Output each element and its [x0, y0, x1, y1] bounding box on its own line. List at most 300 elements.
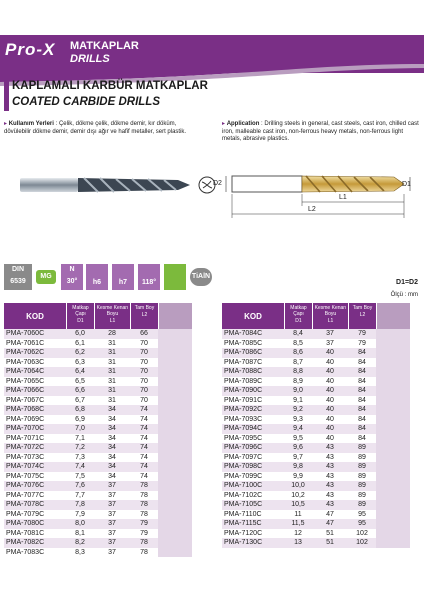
cell-tail: [376, 405, 410, 415]
table-row: [222, 519, 410, 529]
cell-tail: [376, 434, 410, 444]
table-row: [4, 481, 192, 491]
table-row: [4, 434, 192, 444]
cell-total-length: 89: [358, 444, 366, 451]
cell-cut-length: 34: [108, 472, 116, 480]
cell-kod: PMA-7130C: [224, 539, 263, 546]
cell-tail: [158, 405, 192, 415]
table-row: [222, 358, 410, 368]
table-row: [4, 424, 192, 434]
header-diameter-label: Matkap Çapı: [72, 305, 89, 317]
cell-kod: PMA-7120C: [224, 529, 263, 537]
cell-tail: [158, 367, 192, 377]
cell-diameter: 8,1: [75, 529, 85, 537]
cell-cut-length: 43: [326, 472, 334, 480]
cell-cut-length: 40: [326, 396, 334, 404]
header-cut-length-label: Kesme Kenarı Boyu: [314, 305, 347, 317]
cell-diameter: 7,4: [75, 463, 85, 470]
brand-logo: Pro-X: [5, 40, 56, 59]
table-row: [222, 339, 410, 349]
table-row: [4, 348, 192, 358]
cell-diameter: 8,2: [75, 539, 85, 546]
header-title-tr: MATKAPLAR: [70, 40, 139, 52]
cell-diameter: 6,1: [75, 339, 85, 347]
table-row: [4, 529, 192, 539]
header-kod: KOD: [4, 303, 66, 329]
cell-cut-length: 37: [108, 510, 116, 518]
cell-diameter: 9,6: [293, 444, 303, 451]
table-row: [4, 453, 192, 463]
cell-total-length: 84: [358, 406, 366, 413]
cell-diameter: 12: [294, 529, 302, 537]
header-total-length-label: Tam Boy: [134, 305, 155, 311]
cell-total-length: 79: [140, 520, 148, 527]
cell-diameter: 6,2: [75, 349, 85, 356]
cell-kod: PMA-7081C: [6, 529, 45, 537]
cell-kod: PMA-7075C: [6, 472, 45, 480]
usage-en-text: : Drilling steels in general, cast steels, cast iron, chilled cast iron, malleable cast iron, non-ferrous heavy metals, non-ferrous light metals, abrasive plastics.: [222, 121, 419, 142]
cell-kod: PMA-7078C: [6, 501, 45, 508]
cell-kod: PMA-7110C: [224, 510, 262, 518]
cell-tail: [376, 529, 410, 539]
cell-kod: PMA-7082C: [6, 539, 45, 546]
cell-diameter: 8,4: [293, 330, 303, 337]
cell-total-length: 89: [358, 501, 366, 508]
cell-cut-length: 37: [326, 330, 334, 337]
cell-diameter: 9,8: [293, 463, 303, 470]
cell-tail: [158, 472, 192, 482]
cell-kod: PMA-7100C: [224, 482, 263, 489]
cell-tail: [158, 424, 192, 434]
cell-diameter: 8,6: [293, 349, 303, 356]
cell-cut-length: 37: [108, 548, 116, 556]
cell-total-length: 89: [358, 491, 366, 499]
cell-cut-length: 43: [326, 453, 334, 461]
cell-cut-length: 28: [108, 330, 116, 337]
cell-cut-length: 34: [108, 434, 116, 442]
table-row: [222, 472, 410, 482]
cell-diameter: 7,1: [75, 434, 85, 442]
header-title-en: DRILLS: [70, 53, 110, 65]
arrow-icon: ▸: [4, 121, 9, 127]
cell-diameter: 10,0: [291, 482, 305, 489]
cell-total-length: 78: [140, 501, 148, 508]
table-row: [222, 434, 410, 444]
cell-cut-length: 31: [108, 396, 116, 404]
header-cut-length-sub: L1: [109, 318, 116, 324]
cell-total-length: 66: [140, 330, 148, 337]
table-row: [222, 415, 410, 425]
table-row: [4, 367, 192, 377]
cell-kod: PMA-7068C: [6, 406, 45, 413]
table-row: [4, 377, 192, 387]
header-total-length: [348, 303, 376, 329]
cell-tail: [376, 358, 410, 368]
cell-kod: PMA-7094C: [224, 425, 263, 432]
cell-total-length: 89: [358, 482, 366, 489]
h6-badge: h6: [86, 264, 108, 290]
cell-cut-length: 37: [108, 491, 116, 499]
cell-kod: PMA-7097C: [224, 453, 263, 461]
cell-cut-length: 37: [108, 539, 116, 546]
cell-cut-length: 37: [108, 501, 116, 508]
cell-tail: [158, 415, 192, 425]
cell-diameter: 9,5: [293, 434, 303, 442]
cell-diameter: 7,3: [75, 453, 85, 461]
cell-cut-length: 31: [108, 349, 116, 356]
mg-badge: MG: [36, 270, 56, 284]
table-row: [222, 367, 410, 377]
header-kod: KOD: [222, 303, 284, 329]
cell-total-length: 84: [358, 368, 366, 375]
cell-tail: [376, 453, 410, 463]
table-row: [4, 548, 192, 558]
cell-cut-length: 34: [108, 415, 116, 423]
table-row: [4, 415, 192, 425]
cell-diameter: 7,5: [75, 472, 85, 480]
product-table-right: [222, 303, 410, 548]
cell-diameter: 6,8: [75, 406, 85, 413]
table-row: [222, 405, 410, 415]
table-row: [4, 538, 192, 548]
header-tail: [376, 303, 410, 329]
n-badge: [61, 264, 83, 290]
cell-cut-length: 40: [326, 434, 334, 442]
cell-cut-length: 31: [108, 368, 116, 375]
cell-cut-length: 51: [326, 529, 334, 537]
cell-kod: PMA-7086C: [224, 349, 263, 356]
cell-kod: PMA-7088C: [224, 368, 263, 375]
drill-dimension-diagram: [198, 160, 423, 230]
cell-kod: PMA-7099C: [224, 472, 263, 480]
cell-diameter: 9,4: [293, 425, 303, 432]
cell-total-length: 84: [358, 387, 366, 394]
cell-diameter: 8,9: [293, 377, 303, 385]
cell-cut-length: 40: [326, 349, 334, 356]
cell-diameter: 6,0: [75, 330, 85, 337]
cell-diameter: 6,6: [75, 387, 85, 394]
cell-kod: PMA-7069C: [6, 415, 45, 423]
cell-cut-length: 40: [326, 358, 334, 366]
cell-tail: [376, 367, 410, 377]
cell-tail: [376, 510, 410, 520]
header-total-length-label: Tam Boy: [352, 305, 373, 311]
cell-diameter: 9,3: [293, 415, 303, 423]
cell-cut-length: 31: [108, 358, 116, 366]
cell-tail: [376, 348, 410, 358]
cell-kod: PMA-7077C: [6, 491, 45, 499]
cell-cut-length: 34: [108, 425, 116, 432]
cell-diameter: 8,8: [293, 368, 303, 375]
table-row: [4, 500, 192, 510]
cell-kod: PMA-7067C: [6, 396, 45, 404]
cell-cut-length: 31: [108, 339, 116, 347]
cell-kod: PMA-7060C: [6, 330, 45, 337]
table-row: [4, 462, 192, 472]
table-row: [222, 453, 410, 463]
cell-diameter: 9,0: [293, 387, 303, 394]
table-row: [4, 519, 192, 529]
table-row: [222, 386, 410, 396]
cell-kod: PMA-7091C: [224, 396, 263, 404]
cell-kod: PMA-7079C: [6, 510, 45, 518]
table-row: [4, 386, 192, 396]
cell-kod: PMA-7070C: [6, 425, 45, 432]
cell-kod: PMA-7066C: [6, 387, 45, 394]
cell-cut-length: 47: [326, 520, 334, 527]
usage-en: [222, 121, 422, 144]
cell-total-length: 74: [140, 463, 148, 470]
cell-tail: [158, 491, 192, 501]
cell-diameter: 9,9: [293, 472, 303, 480]
header-diameter: [66, 303, 94, 329]
table-row: [4, 472, 192, 482]
cell-diameter: 6,7: [75, 396, 85, 404]
cell-diameter: 7,6: [75, 482, 85, 489]
cell-diameter: 13: [294, 539, 302, 546]
product-table-left: [4, 303, 192, 557]
cell-tail: [158, 510, 192, 520]
cell-total-length: 74: [140, 425, 148, 432]
cell-diameter: 6,5: [75, 377, 85, 385]
table-row: [222, 462, 410, 472]
cell-total-length: 79: [140, 529, 148, 537]
cell-cut-length: 40: [326, 415, 334, 423]
usage-en-label: Application: [226, 121, 260, 127]
subtitle-tr: KAPLAMALI KARBÜR MATKAPLAR: [12, 80, 208, 92]
cell-tail: [376, 519, 410, 529]
cell-total-length: 78: [140, 510, 148, 518]
cell-kod: PMA-7095C: [224, 434, 263, 442]
cell-total-length: 102: [356, 539, 368, 546]
cell-kod: PMA-7090C: [224, 387, 263, 394]
cell-total-length: 95: [358, 510, 366, 518]
h7-badge: h7: [112, 264, 134, 290]
cell-diameter: 8,7: [293, 358, 303, 366]
cell-cut-length: 43: [326, 501, 334, 508]
cell-total-length: 70: [140, 358, 148, 366]
cell-tail: [158, 329, 192, 339]
cell-cut-length: 37: [326, 339, 334, 347]
cell-total-length: 89: [358, 463, 366, 470]
cell-total-length: 79: [358, 330, 366, 337]
cell-total-length: 74: [140, 434, 148, 442]
cell-tail: [376, 377, 410, 387]
diagram-label-d2: D2: [213, 180, 222, 187]
table-row: [222, 329, 410, 339]
cell-total-length: 79: [358, 339, 366, 347]
cell-diameter: 10,2: [291, 491, 305, 499]
cell-tail: [376, 491, 410, 501]
cell-kod: PMA-7115C: [224, 520, 262, 527]
diagram-label-l2: L2: [308, 206, 316, 213]
flute-icon: [164, 264, 186, 290]
cell-diameter: 7,2: [75, 444, 85, 451]
cell-cut-length: 40: [326, 368, 334, 375]
cell-total-length: 74: [140, 415, 148, 423]
usage-tr-label: Kullanım Yerleri: [8, 121, 54, 127]
table-row: [4, 339, 192, 349]
cell-tail: [376, 424, 410, 434]
cell-tail: [376, 481, 410, 491]
cell-tail: [158, 529, 192, 539]
cell-cut-length: 43: [326, 482, 334, 489]
cell-diameter: 9,2: [293, 406, 303, 413]
table-row: [222, 491, 410, 501]
cell-cut-length: 43: [326, 491, 334, 499]
cell-total-length: 102: [356, 529, 368, 537]
cell-cut-length: 40: [326, 425, 334, 432]
cell-tail: [158, 548, 192, 558]
din-badge-top: DIN: [11, 266, 25, 273]
cell-kod: PMA-7080C: [6, 520, 45, 527]
table-row: [222, 481, 410, 491]
cell-total-length: 74: [140, 453, 148, 461]
cell-kod: PMA-7074C: [6, 463, 45, 470]
header-cut-length-sub: L1: [327, 318, 334, 324]
cell-diameter: 8,0: [75, 520, 85, 527]
cell-diameter: 11,5: [291, 520, 305, 527]
cell-kod: PMA-7084C: [224, 330, 263, 337]
table-row: [4, 358, 192, 368]
diagram-label-d1: D1: [402, 181, 411, 188]
cell-kod: PMA-7071C: [6, 434, 45, 442]
cell-total-length: 89: [358, 453, 366, 461]
cell-cut-length: 34: [108, 406, 116, 413]
cell-cut-length: 43: [326, 463, 334, 470]
cell-tail: [158, 481, 192, 491]
diameter-note: D1=D2: [396, 279, 418, 286]
cell-diameter: 11: [294, 510, 302, 518]
subtitle-accent-bar: [4, 79, 9, 111]
cell-total-length: 70: [140, 377, 148, 385]
table-row: [222, 529, 410, 539]
header-cut-length: [312, 303, 348, 329]
table-body-right: [222, 329, 410, 548]
cell-tail: [158, 453, 192, 463]
cell-cut-length: 37: [108, 529, 116, 537]
cell-total-length: 84: [358, 377, 366, 385]
cell-diameter: 6,3: [75, 358, 85, 366]
cell-cut-length: 34: [108, 453, 116, 461]
cell-tail: [158, 434, 192, 444]
cell-total-length: 95: [358, 520, 366, 527]
cell-total-length: 70: [140, 339, 148, 347]
table-header: [4, 303, 192, 329]
table-row: [222, 424, 410, 434]
cell-tail: [158, 386, 192, 396]
usage-tr: [4, 121, 204, 136]
cell-kod: PMA-7072C: [6, 444, 45, 451]
cell-total-length: 78: [140, 539, 148, 546]
header-total-length-sub: L2: [359, 312, 366, 318]
table-row: [4, 510, 192, 520]
cell-total-length: 70: [140, 396, 148, 404]
cell-diameter: 9,7: [293, 453, 303, 461]
cell-tail: [158, 462, 192, 472]
cell-total-length: 78: [140, 491, 148, 499]
table-row: [222, 348, 410, 358]
cell-total-length: 74: [140, 472, 148, 480]
cell-diameter: 8,5: [293, 339, 303, 347]
cell-cut-length: 34: [108, 463, 116, 470]
cell-total-length: 84: [358, 358, 366, 366]
n-badge-top: N: [69, 266, 75, 273]
drill-photo: [18, 172, 193, 198]
cell-total-length: 70: [140, 368, 148, 375]
cell-kod: PMA-7063C: [6, 358, 45, 366]
cell-total-length: 74: [140, 444, 148, 451]
header-diameter-sub: D1: [77, 318, 84, 324]
din-badge-bottom: 6539: [10, 278, 26, 285]
table-row: [4, 491, 192, 501]
cell-tail: [158, 377, 192, 387]
cell-tail: [158, 538, 192, 548]
cell-kod: PMA-7083C: [6, 548, 45, 556]
cell-tail: [376, 329, 410, 339]
cell-diameter: 7,8: [75, 501, 85, 508]
cell-total-length: 84: [358, 349, 366, 356]
cell-total-length: 78: [140, 548, 148, 556]
cell-tail: [158, 519, 192, 529]
din-badge: [4, 264, 32, 290]
cell-kod: PMA-7098C: [224, 463, 263, 470]
cell-total-length: 74: [140, 406, 148, 413]
table-row: [222, 538, 410, 548]
cell-diameter: 7,0: [75, 425, 85, 432]
cell-tail: [376, 415, 410, 425]
cell-diameter: 10,5: [291, 501, 305, 508]
cell-total-length: 70: [140, 387, 148, 394]
cell-total-length: 84: [358, 434, 366, 442]
cell-tail: [376, 472, 410, 482]
cell-tail: [376, 396, 410, 406]
cell-tail: [376, 339, 410, 349]
cell-kod: PMA-7102C: [224, 491, 263, 499]
table-row: [4, 396, 192, 406]
header-diameter-sub: D1: [295, 318, 302, 324]
cell-diameter: 7,7: [75, 491, 85, 499]
cell-diameter: 6,9: [75, 415, 85, 423]
cell-cut-length: 43: [326, 444, 334, 451]
cell-tail: [376, 500, 410, 510]
cell-tail: [376, 386, 410, 396]
header-total-length: [130, 303, 158, 329]
cell-tail: [376, 538, 410, 548]
table-row: [222, 443, 410, 453]
usage-tr-text: : Çelik, dökme çelik, dökme demir, kır döküm, dövülebilir dökme demir, demir dışı ağır ve hafif metaller, sert plastik.: [4, 121, 187, 135]
table-row: [222, 396, 410, 406]
table-row: [4, 329, 192, 339]
table-row: [4, 405, 192, 415]
table-row: [222, 377, 410, 387]
cell-kod: PMA-7065C: [6, 377, 45, 385]
cell-cut-length: 47: [326, 510, 334, 518]
cell-kod: PMA-7073C: [6, 453, 45, 461]
angle-badge: 118°: [138, 264, 160, 290]
cell-total-length: 89: [358, 472, 366, 480]
cell-kod: PMA-7092C: [224, 406, 263, 413]
diagram-label-l1: L1: [339, 194, 347, 201]
cell-total-length: 70: [140, 349, 148, 356]
table-header: [222, 303, 410, 329]
cell-kod: PMA-7062C: [6, 349, 45, 356]
header-tail: [158, 303, 192, 329]
table-row: [4, 443, 192, 453]
header-total-length-sub: L2: [141, 312, 148, 318]
cell-kod: PMA-7096C: [224, 444, 263, 451]
cell-tail: [158, 500, 192, 510]
